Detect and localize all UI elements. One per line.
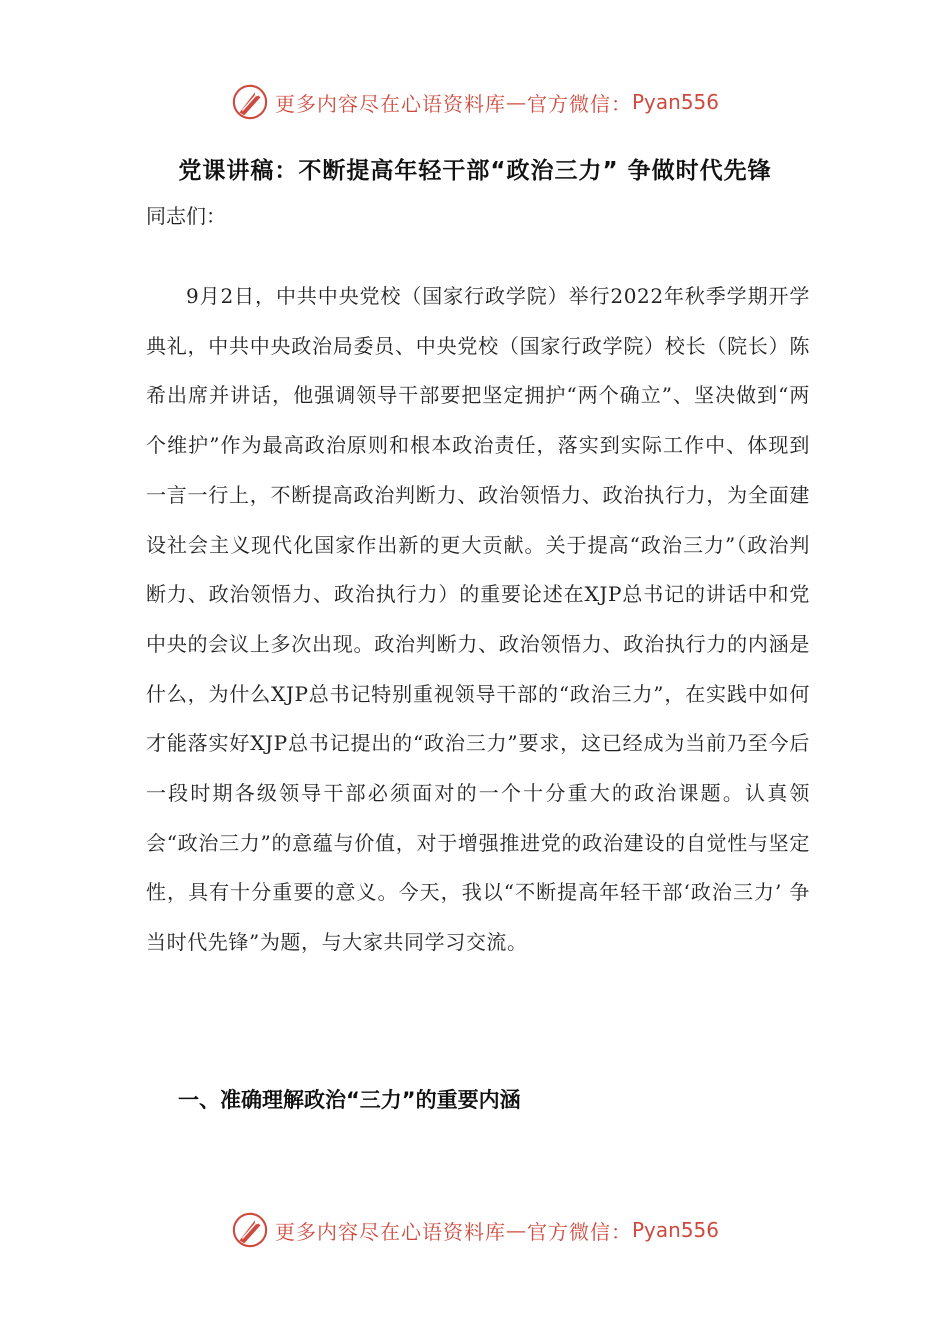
body-paragraph: 9月2日，中共中央党校（国家行政学院）举行2022年秋季学期开学典礼，中共中央政治局委员、中央党校（国家行政学院）校长（院长）陈希出席并讲话，他强调领导干部要把坚定拥护“两个确立”、坚决做到“两个维护”作为最高政治原则和根本政治责任，落实到实际工作中、体现到一言一行上，不断提高政治判断力、政治领悟力、政治执行力，为全面建设社会主义现代化国家作出新的更大贡献。关于提高“政治三力”（政治判断力、政治领悟力、政治执行力）的重要论述在XJP总书记的讲话中和党中央的会议上多次出现。政治判断力、政治领悟力、政治执行力的内涵是什么，为什么XJP总书记特别重视领导干部的“政治三力”，在实践中如何才能落实好XJP总书记提出的“政治三力”要求，这已经成为当前乃至今后一段时期各级领导干部必须面对的一个十分重大的政治课题。认真领会“政治三力”的意蕴与价值，对于增强推进党的政治建设的自觉性与坚定性，具有十分重要的意义。今天，我以“不断提高年轻干部‘政治三力’ 争当时代先锋”为题，与大家共同学习交流。	[146, 284, 810, 955]
banner-slogan: 更多内容尽在心语资料库	[274, 91, 506, 116]
banner-wechat-id: Pyan556	[631, 90, 719, 114]
pen-nib-logo-icon	[231, 1211, 269, 1249]
banner-label: 官方微信：	[526, 1219, 632, 1244]
section-heading: 一、准确理解政治“三力”的重要内涵	[178, 1088, 521, 1112]
banner-separator: —	[505, 90, 527, 114]
banner-label: 官方微信：	[526, 91, 632, 116]
greeting: 同志们：	[146, 204, 226, 228]
banner-wechat-id: Pyan556	[631, 1218, 719, 1242]
header-banner	[0, 80, 950, 124]
banner-separator: —	[505, 1218, 527, 1242]
banner-slogan: 更多内容尽在心语资料库	[274, 1219, 506, 1244]
document-title: 党课讲稿：不断提高年轻干部“政治三力” 争做时代先锋	[178, 158, 772, 184]
footer-banner	[0, 1208, 950, 1252]
pen-nib-logo-icon	[231, 83, 269, 121]
